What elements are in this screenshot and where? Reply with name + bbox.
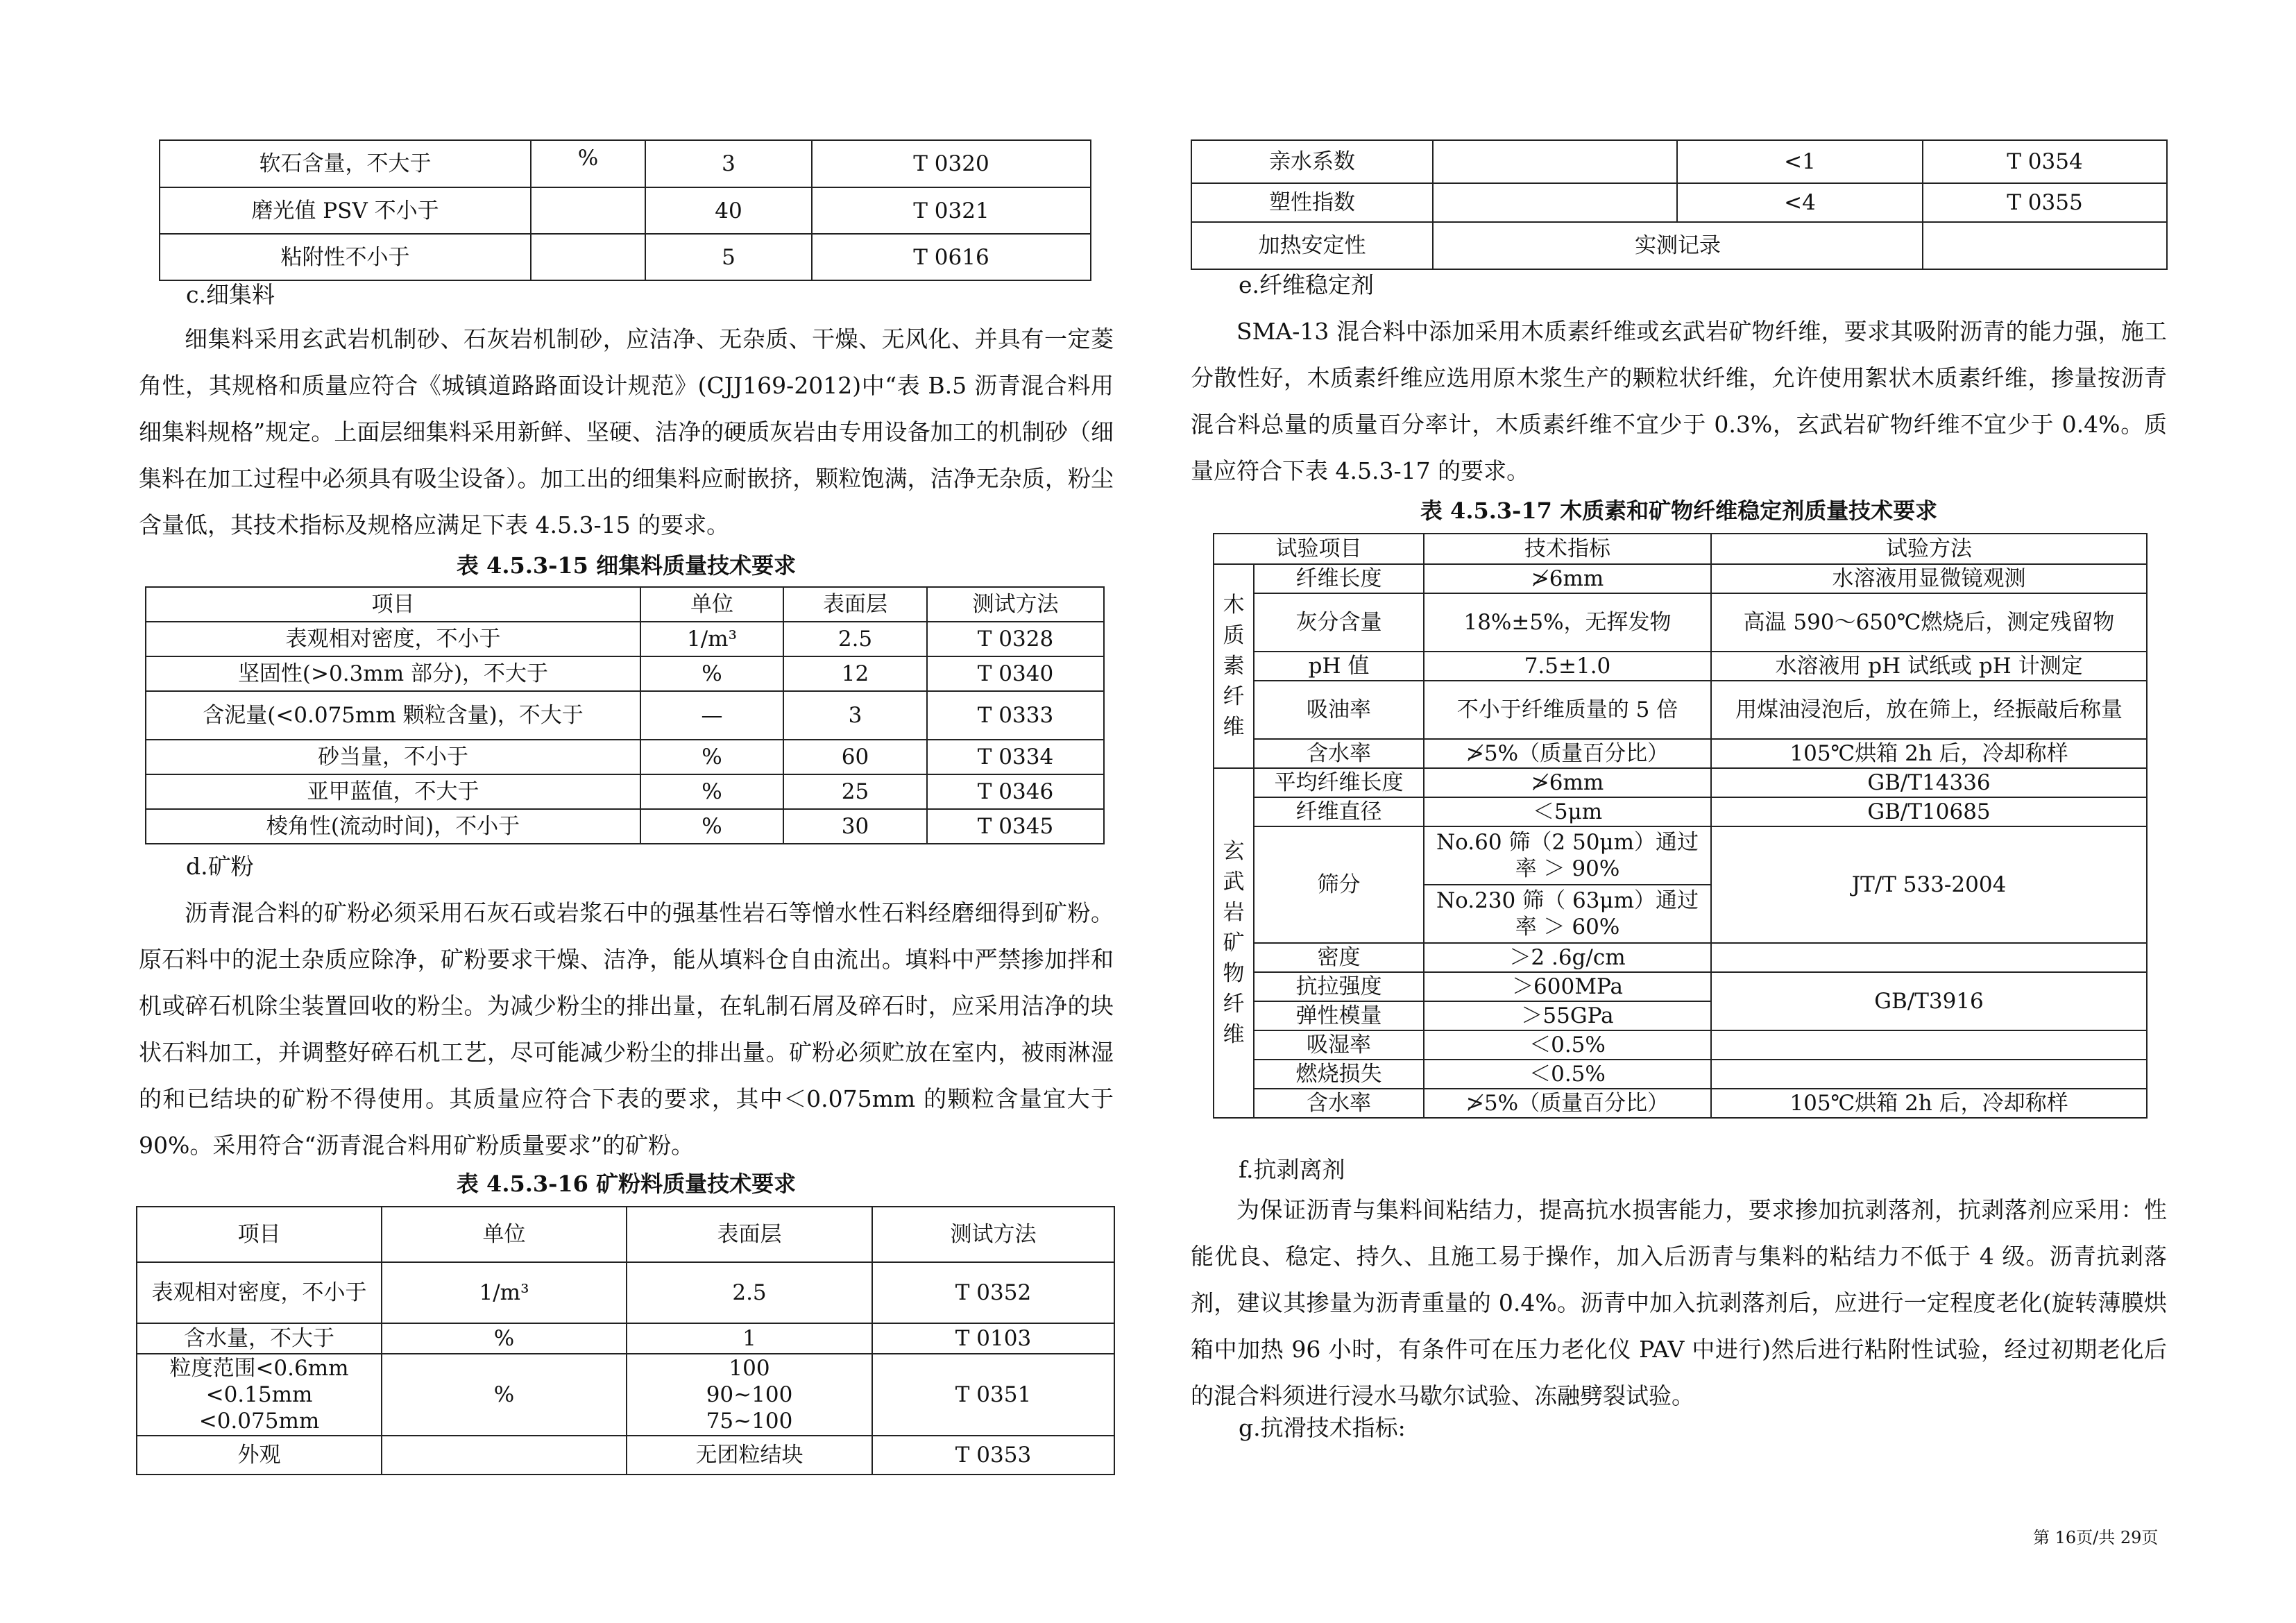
left-top-table — [159, 139, 1091, 281]
table-cell: ＞2 .6g/cm — [1424, 943, 1711, 972]
cell-line: 75~100 — [706, 1409, 793, 1434]
table-cell: No.60 筛（2 50μm）通过率 ＞ 90% — [1424, 826, 1711, 885]
table-cell: T 0352 — [872, 1262, 1114, 1323]
table-row — [146, 622, 1104, 656]
table-cell — [531, 234, 645, 280]
table-cell: 吸湿率 — [1254, 1030, 1424, 1060]
group-label-char: 矿 — [1223, 931, 1245, 955]
group-label-basalt — [1214, 768, 1254, 1118]
table-cell: 60 — [783, 740, 927, 774]
table-cell: 105℃烘箱 2h 后，冷却称样 — [1711, 739, 2147, 768]
table-row — [137, 1436, 1114, 1475]
table-cell: T 0353 — [872, 1436, 1114, 1475]
table-row — [1214, 652, 2147, 681]
table17 — [1213, 533, 2148, 1119]
table-cell: 纤维直径 — [1254, 797, 1424, 826]
table-cell: 含泥量(<0.075mm 颗粒含量)，不大于 — [146, 691, 640, 740]
table-cell: 含水率 — [1254, 739, 1424, 768]
table-cell: 12 — [783, 656, 927, 691]
group-label-char: 武 — [1223, 869, 1245, 894]
paragraph-e: SMA-13 混合料中添加采用木质素纤维或玄武岩矿物纤维，要求其吸附沥青的能力强，施工分散性好，木质素纤维应选用原木浆生产的颗粒状纤维，允许使用絮状木质素纤维，掺量按沥青混合料总量的质量百分率计，木质素纤维不宜少于 0.3%，玄武岩矿物纤维不宜少于 0.4%。质量应符合下表 4.5.3-17 的要求。 — [1191, 318, 2167, 484]
table-row — [146, 774, 1104, 809]
table-header-row — [137, 1207, 1114, 1262]
paragraph-d: 沥青混合料的矿粉必须采用石灰石或岩浆石中的强基性岩石等憎水性石料经磨细得到矿粉。原石料中的泥土杂质应除净，矿粉要求干燥、洁净，能从填料仓自由流出。填料中严禁掺加拌和机或碎石机除尘装置回收的粉尘。为减少粉尘的排出量，在轧制石屑及碎石时，应采用洁净的块状石料加工，并调整好碎石机工艺，尽可能减少粉尘的排出量。矿粉必须贮放在室内，被雨淋湿的和已结块的矿粉不得使用。其质量应符合下表的要求，其中＜0.075mm 的颗粒含量宜大于 90%。采用符合“沥青混合料用矿粉质量要求”的矿粉。 — [139, 899, 1114, 1159]
table-row — [1214, 797, 2147, 826]
table-cell: % — [531, 140, 645, 187]
group-label-char: 维 — [1223, 1022, 1245, 1047]
right-top-table — [1191, 139, 2168, 270]
table-cell: 105℃烘箱 2h 后，冷却称样 — [1711, 1089, 2147, 1118]
section-e-heading: e.纤维稳定剂 — [1239, 271, 1375, 298]
table-cell — [137, 1354, 382, 1436]
table-cell: 纤维长度 — [1254, 564, 1424, 593]
table-cell: 2.5 — [627, 1262, 872, 1323]
table-cell: ＞55GPa — [1424, 1001, 1711, 1030]
group-label-char: 纤 — [1223, 684, 1245, 709]
table16 — [136, 1206, 1115, 1475]
table-cell: T 0355 — [1923, 183, 2167, 222]
group-label-text — [1221, 590, 1246, 742]
table-row — [1214, 1089, 2147, 1118]
table17-caption: 表 4.5.3-17 木质素和矿物纤维稳定剂质量技术要求 — [1420, 498, 1938, 524]
header-cell: 单位 — [640, 587, 783, 622]
table-cell: 亲水系数 — [1191, 140, 1433, 183]
table-cell: 外观 — [137, 1436, 382, 1475]
group-label-char: 物 — [1223, 961, 1245, 986]
table-cell: ≯6mm — [1424, 564, 1711, 593]
table-row — [137, 1354, 1114, 1436]
table-cell: 磨光值 PSV 不小于 — [160, 187, 531, 234]
header-cell: 测试方法 — [872, 1207, 1114, 1262]
table-row — [160, 187, 1091, 234]
table-cell: 燃烧损失 — [1254, 1060, 1424, 1089]
cell-line: 90~100 — [706, 1382, 793, 1407]
table-cell: T 0345 — [927, 809, 1104, 844]
header-cell: 测试方法 — [927, 587, 1104, 622]
table-cell: % — [640, 740, 783, 774]
section-f-heading: f.抗剥离剂 — [1239, 1156, 1345, 1183]
table-cell: pH 值 — [1254, 652, 1424, 681]
table-cell: 砂当量，不小于 — [146, 740, 640, 774]
table-cell: ＜0.5% — [1424, 1030, 1711, 1060]
table-cell: ≯5%（质量百分比） — [1424, 1089, 1711, 1118]
table15-caption: 表 4.5.3-15 细集料质量技术要求 — [456, 552, 797, 579]
table-cell: % — [382, 1323, 627, 1354]
table-cell: 实测记录 — [1433, 222, 1923, 269]
group-label-lignin — [1214, 564, 1254, 768]
table-cell: 含水率 — [1254, 1089, 1424, 1118]
table-cell: 1/m³ — [640, 622, 783, 656]
group-label-char: 质 — [1223, 623, 1245, 648]
header-cell: 项目 — [137, 1207, 382, 1262]
table-row — [137, 1262, 1114, 1323]
cell-line: <0.075mm — [198, 1409, 320, 1434]
table-cell: 不小于纤维质量的 5 倍 — [1424, 681, 1711, 739]
table-cell: 40 — [645, 187, 812, 234]
table-cell: No.230 筛（ 63μm）通过率 ＞ 60% — [1424, 885, 1711, 943]
table16-caption: 表 4.5.3-16 矿粉料质量技术要求 — [456, 1171, 797, 1197]
table-cell: 1 — [627, 1323, 872, 1354]
page-number: 第 16页/共 29页 — [2033, 1528, 2159, 1547]
section-c-heading: c.细集料 — [186, 281, 275, 308]
table-cell — [1711, 943, 2147, 972]
table-cell: 30 — [783, 809, 927, 844]
table-row — [1214, 768, 2147, 797]
table-row — [146, 809, 1104, 844]
header-cell: 试验项目 — [1214, 534, 1424, 564]
header-cell: 单位 — [382, 1207, 627, 1262]
table-cell: 25 — [783, 774, 927, 809]
group-label-char: 纤 — [1223, 992, 1245, 1017]
table-cell: 7.5±1.0 — [1424, 652, 1711, 681]
table-cell: T 0340 — [927, 656, 1104, 691]
group-label-char: 玄 — [1223, 839, 1245, 864]
table-cell: 18%±5%，无挥发物 — [1424, 593, 1711, 652]
table-cell — [1433, 140, 1677, 183]
table-cell: 含水量，不大于 — [137, 1323, 382, 1354]
table-row — [1214, 564, 2147, 593]
table-header-row — [146, 587, 1104, 622]
group-label-char: 素 — [1223, 654, 1245, 679]
table-row — [1214, 943, 2147, 972]
group-label-text — [1221, 836, 1246, 1050]
table-cell — [1433, 183, 1677, 222]
table-cell: 2.5 — [783, 622, 927, 656]
table-cell: 表观相对密度，不小于 — [137, 1262, 382, 1323]
table-cell: 密度 — [1254, 943, 1424, 972]
table-row — [1214, 681, 2147, 739]
section-d-heading: d.矿粉 — [186, 853, 254, 880]
table-cell: T 0320 — [812, 140, 1091, 187]
table-cell: JT/T 533-2004 — [1711, 826, 2147, 943]
table-cell: T 0354 — [1923, 140, 2167, 183]
table-cell: 3 — [645, 140, 812, 187]
table-cell: ＜5μm — [1424, 797, 1711, 826]
table-cell: — — [640, 691, 783, 740]
table-cell: 塑性指数 — [1191, 183, 1433, 222]
table-cell — [531, 187, 645, 234]
section-g-heading: g.抗滑技术指标: — [1239, 1414, 1406, 1441]
table-cell: ＜0.5% — [1424, 1060, 1711, 1089]
table-cell: 平均纤维长度 — [1254, 768, 1424, 797]
cell-line: 100 — [729, 1356, 770, 1381]
table-cell: ≯5%（质量百分比） — [1424, 739, 1711, 768]
group-label-char: 岩 — [1223, 900, 1245, 925]
table-cell: 抗拉强度 — [1254, 972, 1424, 1001]
paragraph-c: 细集料采用玄武岩机制砂、石灰岩机制砂，应洁净、无杂质、干燥、无风化、并具有一定菱角性，其规格和质量应符合《城镇道路路面设计规范》(CJJ169-2012)中“表 B.5 沥青混合料用细集料规格”规定。上面层细集料采用新鲜、坚硬、洁净的硬质灰岩由专用设备加工的机制砂（细集料在加工过程中必须具有吸尘设备）。加工出的细集料应耐嵌挤，颗粒饱满，洁净无杂质，粉尘含量低，其技术指标及规格应满足下表 4.5.3-15 的要求。 — [139, 325, 1114, 538]
table-row — [1214, 972, 2147, 1001]
table-cell: T 0351 — [872, 1354, 1114, 1436]
cell-line: <0.15mm — [205, 1382, 313, 1407]
table-cell — [1923, 222, 2167, 269]
table-cell: T 0103 — [872, 1323, 1114, 1354]
table-cell: % — [640, 656, 783, 691]
table-row — [146, 656, 1104, 691]
table-header-row — [1214, 534, 2147, 564]
table-cell: GB/T10685 — [1711, 797, 2147, 826]
table-cell: 软石含量，不大于 — [160, 140, 531, 187]
table-cell: ≯6mm — [1424, 768, 1711, 797]
table-cell: T 0346 — [927, 774, 1104, 809]
table-row — [146, 740, 1104, 774]
table-cell: 5 — [645, 234, 812, 280]
table-cell — [627, 1354, 872, 1436]
table-cell: 用煤油浸泡后，放在筛上，经振敲后称量 — [1711, 681, 2147, 739]
table-cell: T 0334 — [927, 740, 1104, 774]
table-row — [137, 1323, 1114, 1354]
table-row — [1214, 1060, 2147, 1089]
table-cell: 无团粒结块 — [627, 1436, 872, 1475]
table-cell: % — [640, 809, 783, 844]
table-cell: T 0333 — [927, 691, 1104, 740]
group-label-char: 木 — [1223, 593, 1245, 618]
table-cell: 高温 590～650℃燃烧后，测定残留物 — [1711, 593, 2147, 652]
table-cell: T 0328 — [927, 622, 1104, 656]
table-row — [1191, 222, 2167, 269]
table-cell: <4 — [1677, 183, 1923, 222]
table-cell: T 0321 — [812, 187, 1091, 234]
table15 — [145, 586, 1105, 844]
table-cell: 3 — [783, 691, 927, 740]
table-cell: GB/T14336 — [1711, 768, 2147, 797]
table-cell: 加热安定性 — [1191, 222, 1433, 269]
header-cell: 项目 — [146, 587, 640, 622]
paragraph-f: 为保证沥青与集料间粘结力，提高抗水损害能力，要求掺加抗剥落剂，抗剥落剂应采用：性能优良、稳定、持久、且施工易于操作，加入后沥青与集料的粘结力不低于 4 级。沥青抗剥落剂，建议其掺量为沥青重量的 0.4%。沥青中加入抗剥落剂后，应进行一定程度老化(旋转薄膜烘箱中加热 96 小时，有条件可在压力老化仪 PAV 中进行)然后进行粘附性试验，经过初期老化后的混合料须进行浸水马歇尔试验、冻融劈裂试验。 — [1191, 1196, 2167, 1409]
table-cell: T 0616 — [812, 234, 1091, 280]
table-row — [1191, 140, 2167, 183]
table-cell: 坚固性(>0.3mm 部分)，不大于 — [146, 656, 640, 691]
table-row — [160, 140, 1091, 187]
table-cell: 棱角性(流动时间)，不小于 — [146, 809, 640, 844]
table-cell: <1 — [1677, 140, 1923, 183]
table-cell — [382, 1436, 627, 1475]
header-cell: 表面层 — [627, 1207, 872, 1262]
table-cell: 弹性模量 — [1254, 1001, 1424, 1030]
table-cell: % — [640, 774, 783, 809]
table-cell: 1/m³ — [382, 1262, 627, 1323]
table-row — [1214, 739, 2147, 768]
table-cell: % — [382, 1354, 627, 1436]
table-cell: GB/T3916 — [1711, 972, 2147, 1030]
table-row — [1214, 593, 2147, 652]
group-label-char: 维 — [1223, 715, 1245, 740]
table-row — [160, 234, 1091, 280]
table-cell: 筛分 — [1254, 826, 1424, 943]
table-cell — [1711, 1030, 2147, 1060]
cell-line: 粒度范围<0.6mm — [169, 1356, 349, 1381]
header-cell: 试验方法 — [1711, 534, 2147, 564]
table-cell — [1711, 1060, 2147, 1089]
table-row — [1214, 826, 2147, 885]
table-row — [1214, 1030, 2147, 1060]
table-cell: 吸油率 — [1254, 681, 1424, 739]
table-cell: 表观相对密度，不小于 — [146, 622, 640, 656]
table-row — [1191, 183, 2167, 222]
table-cell: 亚甲蓝值，不大于 — [146, 774, 640, 809]
header-cell: 表面层 — [783, 587, 927, 622]
table-cell: ＞600MPa — [1424, 972, 1711, 1001]
table-cell: 水溶液用 pH 试纸或 pH 计测定 — [1711, 652, 2147, 681]
header-cell: 技术指标 — [1424, 534, 1711, 564]
table-row — [146, 691, 1104, 740]
table-cell: 水溶液用显微镜观测 — [1711, 564, 2147, 593]
table-cell: 粘附性不小于 — [160, 234, 531, 280]
table-cell: 灰分含量 — [1254, 593, 1424, 652]
